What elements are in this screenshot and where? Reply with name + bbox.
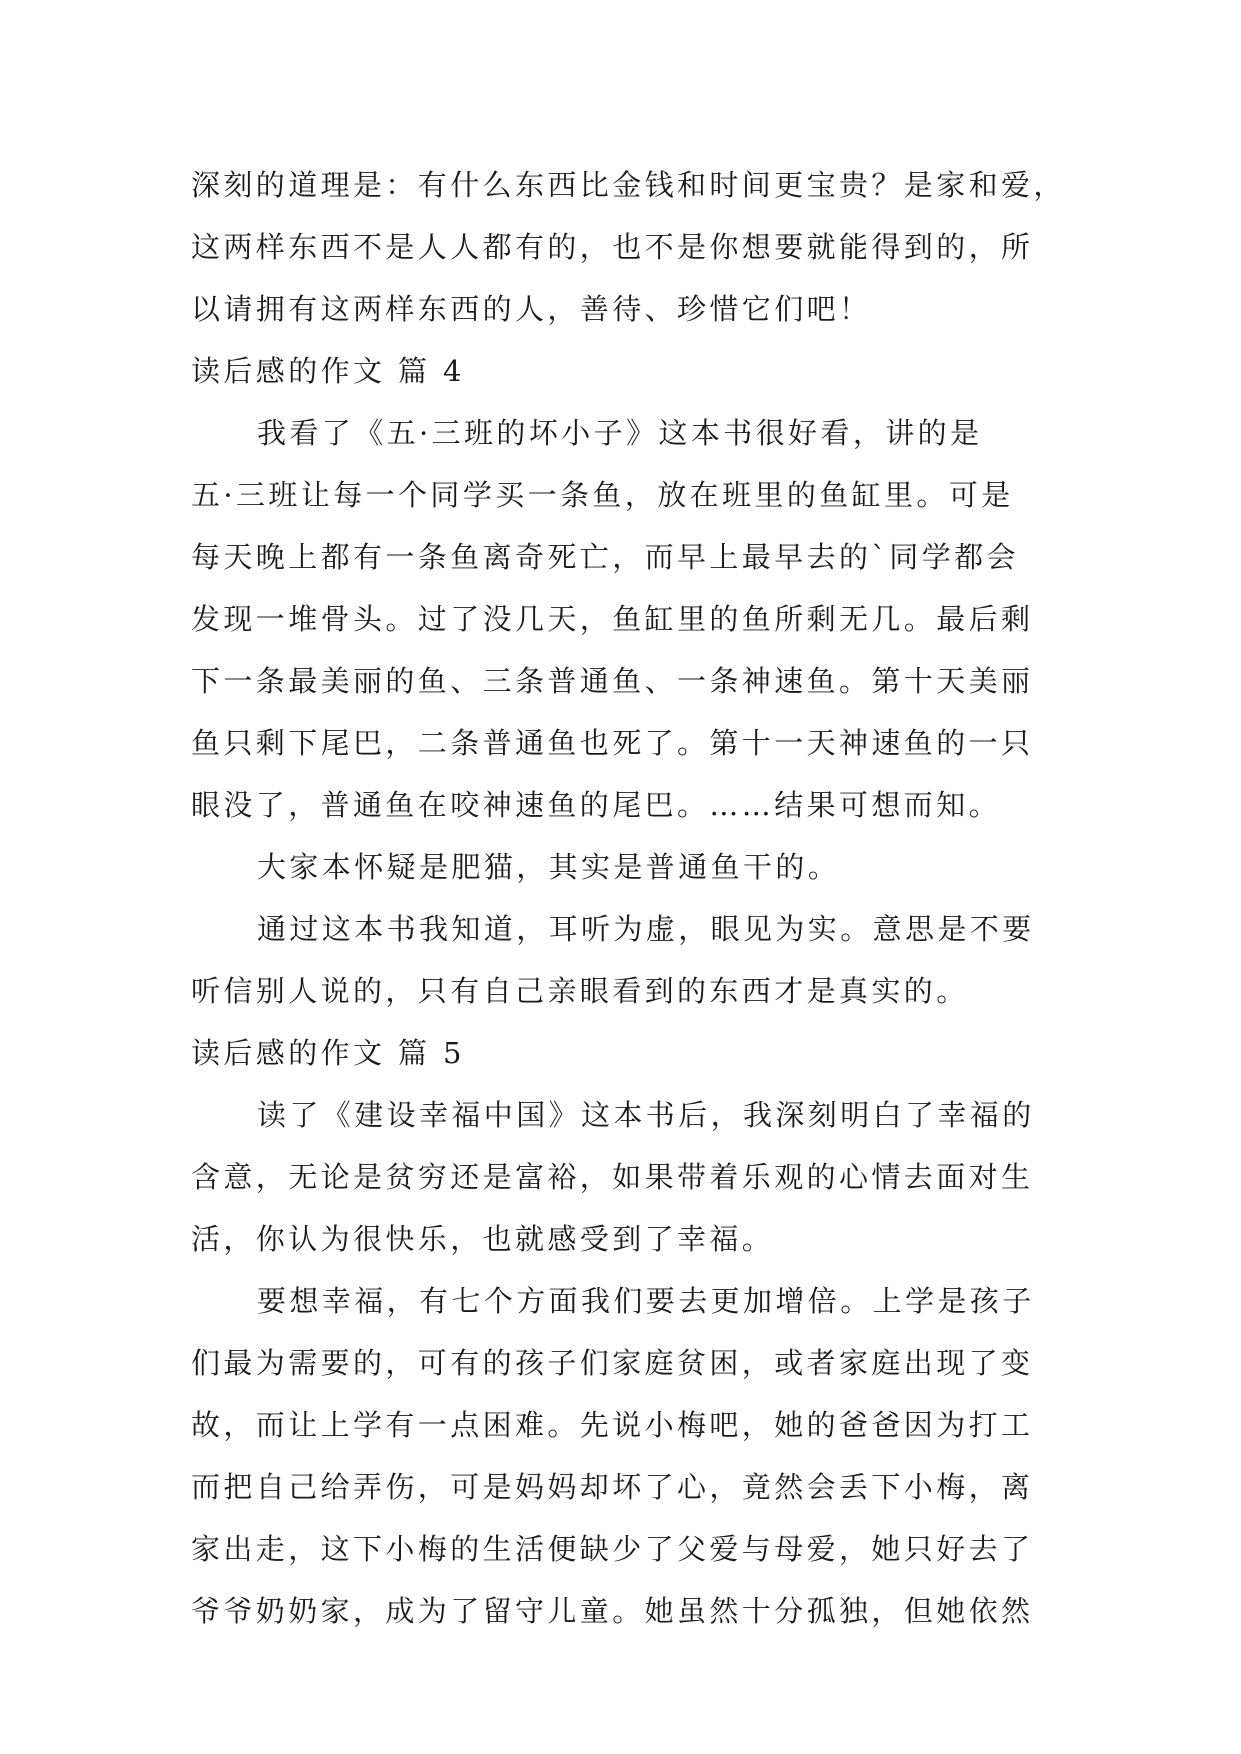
text-line: 通过这本书我知道，耳听为虚，眼见为实。意思是不要 bbox=[257, 912, 1035, 946]
text-line: 们最为需要的，可有的孩子们家庭贫困，或者家庭出现了变 bbox=[191, 1346, 1034, 1380]
text-line: 我看了《五·三班的坏小子》这本书很好看，讲的是 bbox=[257, 416, 983, 450]
document-page bbox=[191, 154, 1071, 1642]
text-line: 这两样东西不是人人都有的，也不是你想要就能得到的，所 bbox=[191, 230, 1034, 264]
text-line: 深刻的道理是：有什么东西比金钱和时间更宝贵？是家和爱， bbox=[191, 168, 1066, 202]
text-line: 听信别人说的，只有自己亲眼看到的东西才是真实的。 bbox=[191, 974, 969, 1008]
text-line: 含意，无论是贫穷还是富裕，如果带着乐观的心情去面对生 bbox=[191, 1160, 1034, 1194]
text-line: 故，而让上学有一点困难。先说小梅吧，她的爸爸因为打工 bbox=[191, 1408, 1034, 1442]
text-line: 家出走，这下小梅的生活便缺少了父爱与母爱，她只好去了 bbox=[191, 1532, 1034, 1566]
text-line: 大家本怀疑是肥猫，其实是普通鱼干的。 bbox=[257, 850, 841, 884]
section-heading: 读后感的作文 篇 5 bbox=[191, 1036, 465, 1070]
text-line: 要想幸福，有七个方面我们要去更加增倍。上学是孩子 bbox=[257, 1284, 1035, 1318]
text-line: 而把自己给弄伤，可是妈妈却坏了心，竟然会丢下小梅，离 bbox=[191, 1470, 1034, 1504]
text-line: 鱼只剩下尾巴，二条普通鱼也死了。第十一天神速鱼的一只 bbox=[191, 726, 1034, 760]
text-line: 活，你认为很快乐，也就感受到了幸福。 bbox=[191, 1222, 775, 1256]
section-heading: 读后感的作文 篇 4 bbox=[191, 354, 465, 388]
text-line: 每天晚上都有一条鱼离奇死亡，而早上最早去的`同学都会 bbox=[191, 540, 1019, 574]
text-line: 爷爷奶奶家，成为了留守儿童。她虽然十分孤独，但她依然 bbox=[191, 1594, 1034, 1628]
text-line: 发现一堆骨头。过了没几天，鱼缸里的鱼所剩无几。最后剩 bbox=[191, 602, 1034, 636]
text-line: 眼没了，普通鱼在咬神速鱼的尾巴。……结果可想而知。 bbox=[191, 788, 1002, 822]
text-line: 下一条最美丽的鱼、三条普通鱼、一条神速鱼。第十天美丽 bbox=[191, 664, 1034, 698]
text-line: 读了《建设幸福中国》这本书后，我深刻明白了幸福的 bbox=[257, 1098, 1035, 1132]
text-line: 五·三班让每一个同学买一条鱼，放在班里的鱼缸里。可是 bbox=[191, 478, 1014, 512]
text-line: 以请拥有这两样东西的人，善待、珍惜它们吧！ bbox=[191, 292, 872, 326]
